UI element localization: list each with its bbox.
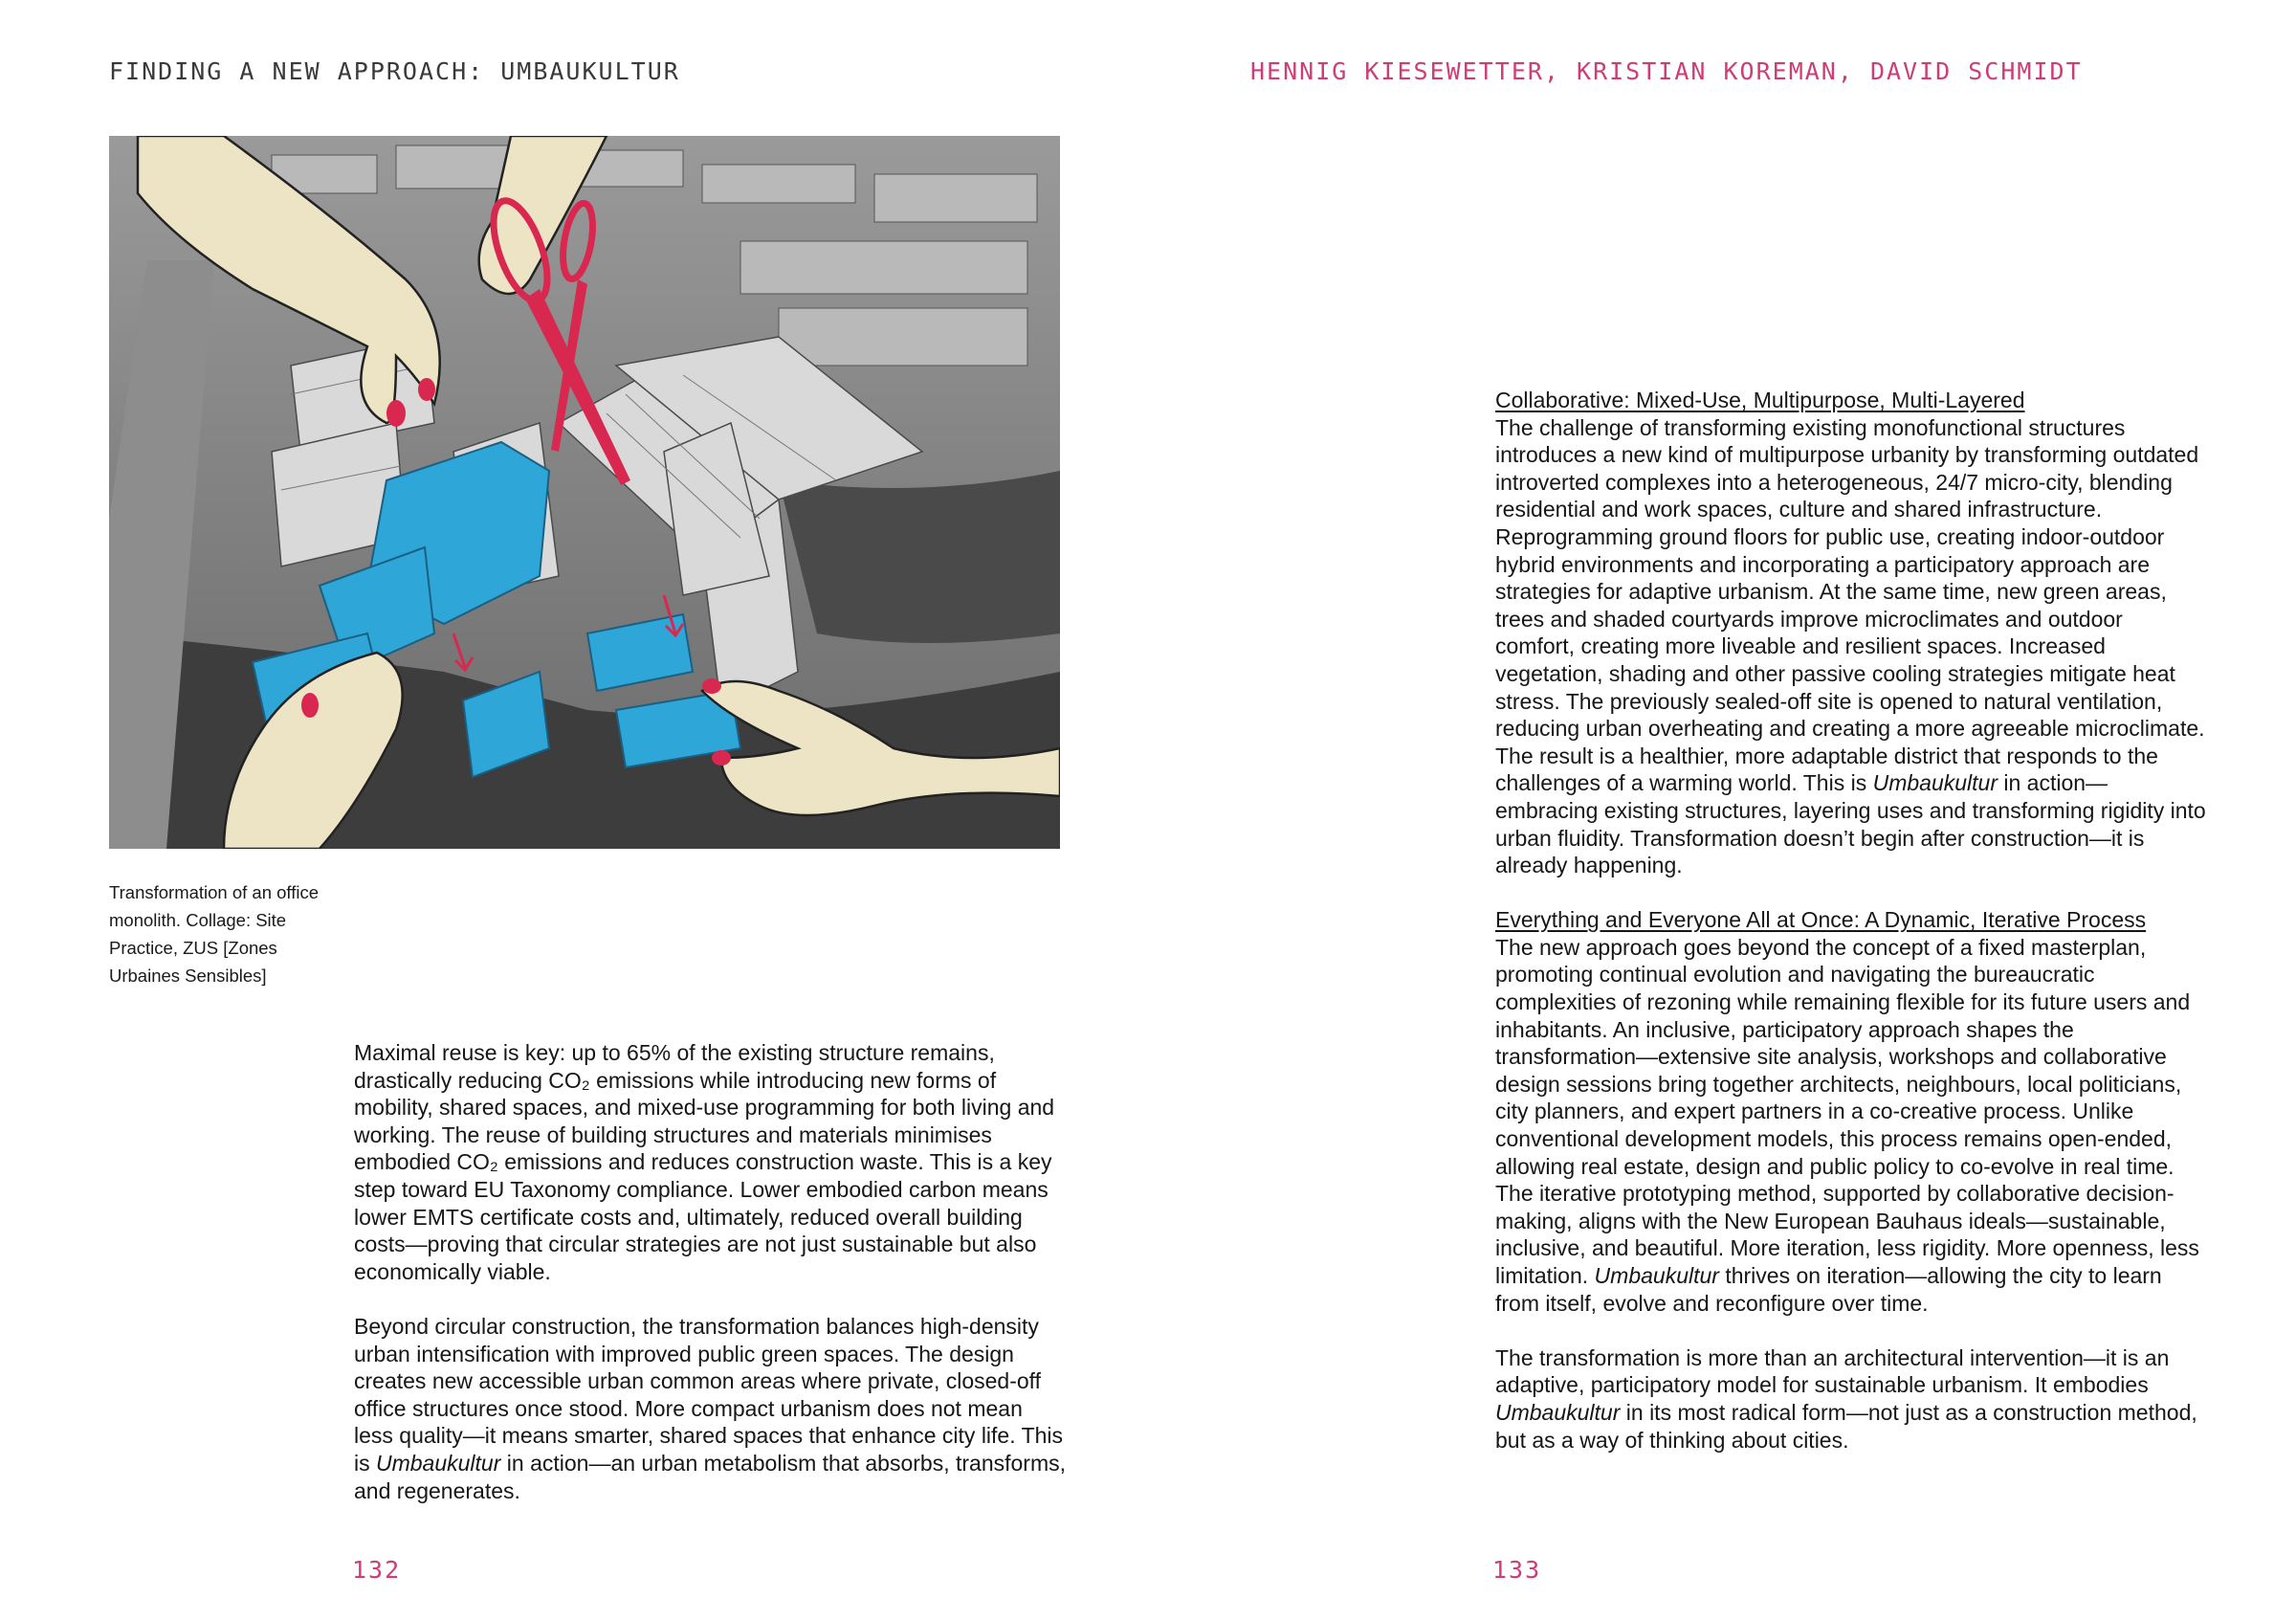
italic-term: Umbaukultur <box>376 1450 501 1476</box>
text-run: The transformation is more than an architectural intervention—it is an adaptive, participatory model for sustainable urbanism. It embodies <box>1495 1344 2170 1398</box>
text-run: The new approach goes beyond the concept of a fixed masterplan, promoting continual evolution and navigating the bureaucratic complexities of rezoning while remaining flexible for its future users and inhabitants. An inclusive, participatory approach shapes the transformation—extensive site analysis, workshops and collaborative design sessions bring together architects, neighbours, local politicians, city planners, and expert partners in a co-creative process. Unlike conventional development models, this process remains open-ended, allowing real estate, design and public policy to co-evolve in real time. The iterative prototyping method, supported by collaborative decision-making, aligns with the New European Bauhaus ideals—sustainable, inclusive, and beautiful. More iteration, less rigidity. More openness, less limitation. <box>1495 934 2199 1288</box>
collage-illustration <box>109 136 1060 849</box>
text-run: The challenge of transforming existing monofunctional structures introduces a new kind of multipurpose urbanity by transforming outdated introverted complexes into a heterogeneous, 24/7 micro-city, blending residential and work spaces, culture and shared infrastructure. Reprogramming ground floors for public use, creating indoor-outdoor hybrid environments and incorporating a participatory approach are strategies for adaptive urbanism. At the same time, new green areas, trees and shaded courtyards improve microclimates and outdoor comfort, creating more liveable and resilient spaces. Increased vegetation, shading and other passive cooling strategies mitigate heat stress. The previously sealed-off site is opened to natural ventilation, reducing urban overheating and creating a more agreeable microclimate. The result is a healthier, more adaptable district that responds to the challenges of a warming world. This is <box>1495 414 2205 796</box>
running-header-title: FINDING A NEW APPROACH: UMBAUKULTUR <box>109 57 680 85</box>
text-run: Beyond circular construction, the transformation balances high-density urban intensification with improved public green spaces. The design creates new accessible urban common areas where private, closed-off office structures once stood. More compact urbanism does not mean less quality—it means smarter, shared spaces that enhance city life. This is <box>354 1313 1064 1476</box>
right-body-column <box>1495 387 2208 1481</box>
body-paragraph <box>354 1313 1067 1504</box>
section-iterative-process <box>1495 906 2208 1317</box>
body-paragraph <box>354 1039 1067 1285</box>
text-run: in its most radical form—not just as a construction method, but as a way of thinking about cities. <box>1495 1399 2197 1453</box>
text-run: Maximal reuse is key: up to 65% of the existing structure remains, drastically reducing CO₂ emissions while introducing new forms of mobility, shared spaces, and mixed-use programming for both living and working. The reuse of building structures and materials minimises embodied CO₂ emissions and reduces construction waste. This is a key step toward EU Taxonomy compliance. Lower embodied carbon means lower EMTS certificate costs and, ultimately, reduced overall building costs—proving that circular strategies are not just sustainable but also economically viable. <box>354 1040 1055 1284</box>
running-header-authors: HENNIG KIESEWETTER, KRISTIAN KOREMAN, DAVID SCHMIDT <box>1250 57 2083 85</box>
body-paragraph <box>1495 1344 2208 1454</box>
figure-caption: Transformation of an office monolith. Collage: Site Practice, ZUS [Zones Urbaines Sensibles] <box>109 882 320 986</box>
text-run: in action—an urban metabolism that absorbs, transforms, and regenerates. <box>354 1450 1067 1503</box>
italic-term: Umbaukultur <box>1594 1263 1719 1288</box>
collage-image <box>109 136 1060 849</box>
page-number-right: 133 <box>1492 1556 1542 1584</box>
text-run: thrives on iteration—allowing the city to learn from itself, evolve and reconfigure over time. <box>1495 1263 2162 1316</box>
section-collaborative <box>1495 387 2208 879</box>
italic-term: Umbaukultur <box>1495 1399 1621 1425</box>
page-number-left: 132 <box>352 1556 402 1584</box>
section-heading: Collaborative: Mixed-Use, Multipurpose, Multi-Layered <box>1495 388 2025 412</box>
left-body-column <box>354 1039 1067 1532</box>
section-heading: Everything and Everyone All at Once: A Dynamic, Iterative Process <box>1495 907 2147 933</box>
italic-term: Umbaukultur <box>1872 770 1998 796</box>
text-run: in action—embracing existing structures, layering uses and transforming rigidity into urban fluidity. Transformation doesn’t begin after construction—it is already happening. <box>1495 770 2206 878</box>
